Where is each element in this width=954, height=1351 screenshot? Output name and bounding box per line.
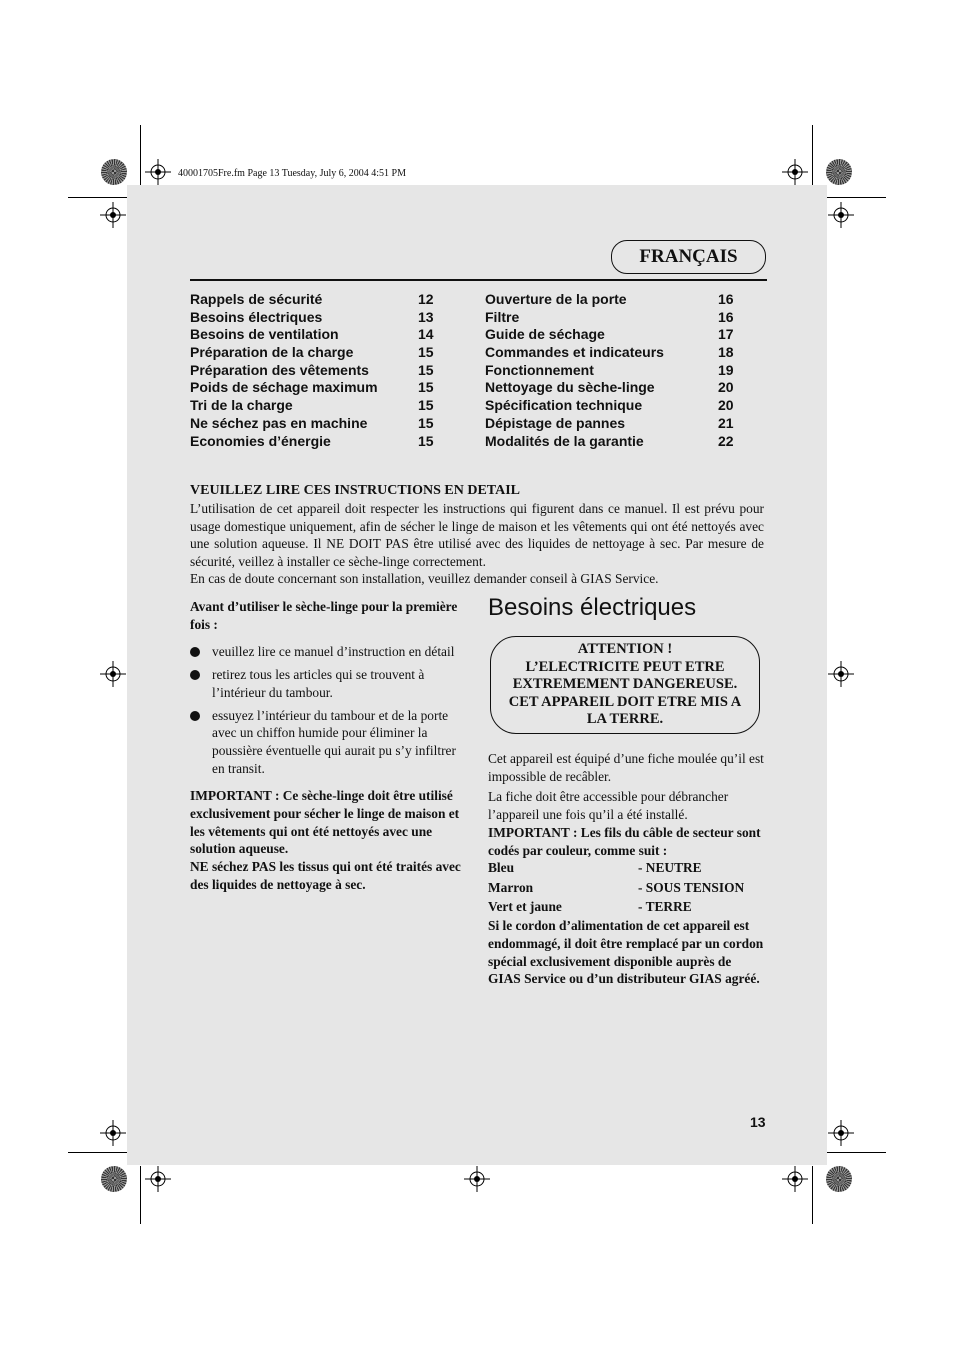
bullet-icon (190, 670, 200, 680)
toc-entry[interactable] (190, 433, 440, 451)
toc-page: 17 (718, 326, 734, 343)
toc-entry[interactable] (190, 309, 440, 327)
toc-page: 19 (718, 361, 734, 378)
toc-entry[interactable] (190, 379, 440, 397)
toc-title: Fonctionnement (485, 361, 594, 378)
toc-page: 20 (718, 397, 734, 414)
toc-page: 14 (418, 326, 434, 343)
toc-title: Tri de la charge (190, 397, 293, 414)
toc-page: 16 (718, 308, 734, 325)
toc-right (485, 291, 745, 450)
intro-title: VEUILLEZ LIRE CES INSTRUCTIONS EN DETAIL (190, 483, 521, 498)
toc-page: 15 (418, 379, 434, 396)
wire-function: - SOUS TENSION (638, 879, 745, 895)
registration-mark-icon (145, 159, 171, 185)
wire-function: - NEUTRE (638, 860, 702, 876)
bullet-icon (190, 711, 200, 721)
registration-mark-icon (464, 1166, 490, 1192)
toc-page: 15 (418, 344, 434, 361)
toc-entry[interactable] (485, 379, 745, 397)
registration-mark-icon (782, 1166, 808, 1192)
registration-mark-icon (782, 159, 808, 185)
registration-mark-icon (145, 1166, 171, 1192)
crop-mark (140, 125, 141, 185)
list-item-text: veuillez lire ce manuel d’instruction en détail (212, 644, 455, 660)
intro-paragraph: En cas de doute concernant son installation, veuillez demander conseil à GIAS Service. (190, 571, 659, 587)
crop-mark (140, 1166, 141, 1224)
registration-mark-icon (100, 202, 126, 228)
toc-page: 15 (418, 432, 434, 449)
toc-entry[interactable] (485, 344, 745, 362)
toc-entry[interactable] (485, 397, 745, 415)
attention-line: ATTENTION ! (577, 641, 673, 657)
toc-page: 12 (418, 291, 434, 307)
before-use-list (190, 643, 465, 777)
crop-mark (812, 1166, 813, 1224)
crop-mark (68, 1152, 127, 1153)
wire-color: Bleu (488, 860, 515, 876)
attention-box (490, 636, 760, 734)
toc-page: 20 (718, 379, 734, 396)
attention-line: LA TERRE. (586, 711, 664, 728)
attention-line: L’ELECTRICITE PEUT ETRE (525, 658, 725, 675)
toc-title: Préparation de la charge (190, 344, 354, 361)
wire-color-table (488, 859, 764, 917)
wire-color: Vert et jaune (488, 898, 562, 914)
toc-page: 16 (718, 291, 734, 307)
bullet-icon (190, 647, 200, 657)
registration-mark-icon (828, 1120, 854, 1146)
list-item (190, 666, 465, 701)
toc-title: Besoins de ventilation (190, 326, 339, 343)
intro-text (190, 500, 764, 588)
toc-entry[interactable] (190, 415, 440, 433)
toc-entry[interactable] (485, 362, 745, 380)
toc-title: Commandes et indicateurs (485, 344, 664, 361)
toc-page: 22 (718, 432, 734, 449)
registration-mark-icon (100, 1120, 126, 1146)
toc-entry[interactable] (190, 291, 440, 309)
toc-title: Dépistage de pannes (485, 414, 626, 431)
right-column (488, 750, 764, 988)
toc-page: 18 (718, 344, 734, 361)
list-item-text: retirez tous les articles qui se trouvent à l’intérieur du tambour. (212, 667, 425, 700)
cord-replacement-note: Si le cordon d’alimentation de cet appareil est endommagé, il doit être remplacé par un cordon spécial exclusivement disponible auprès de GIAS Service ou d’un distributeur GIAS agréé. (488, 918, 764, 987)
toc-left (190, 291, 440, 450)
toc-entry[interactable] (190, 344, 440, 362)
attention-line: EXTREMEMENT DANGEREUSE. (512, 676, 738, 693)
divider (190, 279, 767, 281)
toc-entry[interactable] (190, 362, 440, 380)
toc-page: 21 (718, 414, 734, 431)
intro-paragraph: L’utilisation de cet appareil doit respecter les instructions qui figurent dans ce manuel. Il est prévu pour usage domestique uniquement, afin de sécher le linge de maison et les vêtements qui ont été nettoyés avec une solution aqueuse. Il NE DOIT PAS être utilisé avec des liquides de nettoyage à sec. Par mesure de sécurité, veillez à installer ce sèche-linge correctement. (190, 501, 764, 569)
crop-mark (827, 1152, 886, 1153)
list-item (190, 707, 465, 778)
plug-paragraph: Cet appareil est équipé d’une fiche moulée qu’il est impossible de recâbler. (488, 751, 764, 784)
crop-mark (827, 197, 886, 198)
left-column (190, 598, 465, 894)
toc-page: 15 (418, 414, 434, 431)
toc-entry[interactable] (485, 433, 745, 451)
wire-row (488, 879, 764, 898)
registration-star-icon (826, 1166, 852, 1192)
toc-entry[interactable] (190, 397, 440, 415)
registration-mark-icon (828, 661, 854, 687)
wire-color: Marron (488, 879, 534, 895)
important-note: IMPORTANT : Ce sèche-linge doit être utilisé exclusivement pour sécher le linge de maison et les vêtements qui ont été nettoyés avec une solution aqueuse. (190, 788, 460, 857)
language-badge: FRANÇAIS (611, 240, 766, 274)
dry-clean-warning: NE séchez PAS les tissus qui ont été traités avec des liquides de nettoyage à sec. (190, 859, 461, 892)
wire-row (488, 859, 764, 878)
toc-title: Modalités de la garantie (485, 432, 644, 449)
registration-star-icon (101, 1166, 127, 1192)
section-title: Besoins électriques (488, 594, 697, 621)
wire-function: - TERRE (638, 898, 692, 914)
registration-mark-icon (100, 661, 126, 687)
toc-entry[interactable] (485, 415, 745, 433)
plug-access-paragraph: La fiche doit être accessible pour débrancher l’appareil une fois qu’il a été installé. (488, 789, 729, 823)
toc-title: Préparation des vêtements (190, 361, 369, 378)
toc-page: 15 (418, 361, 434, 378)
list-item (190, 643, 465, 661)
file-info-header: 40001705Fre.fm Page 13 Tuesday, July 6, 2004 4:51 PM (178, 168, 406, 179)
toc-title: Rappels de sécurité (190, 291, 323, 307)
toc-entry[interactable] (485, 291, 745, 309)
list-item-text: essuyez l’intérieur du tambour et de la porte avec un chiffon humide pour éliminer la poussière éventuelle qui aurait pu s’y infiltrer en transit. (212, 707, 456, 776)
registration-mark-icon (828, 202, 854, 228)
toc-title: Spécification technique (485, 397, 643, 414)
toc-page: 13 (418, 308, 434, 325)
attention-line: CET APPAREIL DOIT ETRE MIS A (508, 693, 742, 710)
crop-mark (812, 125, 813, 185)
registration-star-icon (101, 159, 127, 185)
toc-title: Ouverture de la porte (485, 291, 627, 307)
toc-title: Filtre (485, 308, 520, 325)
toc-entry[interactable] (485, 309, 745, 327)
crop-mark (68, 197, 127, 198)
registration-star-icon (826, 159, 852, 185)
toc-entry[interactable] (190, 326, 440, 344)
wire-row (488, 898, 764, 917)
toc-entry[interactable] (485, 326, 745, 344)
page-number: 13 (750, 1114, 766, 1130)
before-use-heading: Avant d’utiliser le sèche-linge pour la première fois : (190, 599, 458, 632)
wire-colors-intro: IMPORTANT : Les fils du câble de secteur sont codés par couleur, comme suit : (488, 824, 761, 858)
toc-page: 15 (418, 397, 434, 414)
toc-title: Besoins électriques (190, 308, 323, 325)
toc-title: Nettoyage du sèche-linge (485, 379, 655, 396)
toc-title: Economies d’énergie (190, 432, 331, 449)
toc-title: Poids de séchage maximum (190, 379, 378, 396)
toc-title: Guide de séchage (485, 326, 605, 343)
toc-title: Ne séchez pas en machine (190, 414, 368, 431)
